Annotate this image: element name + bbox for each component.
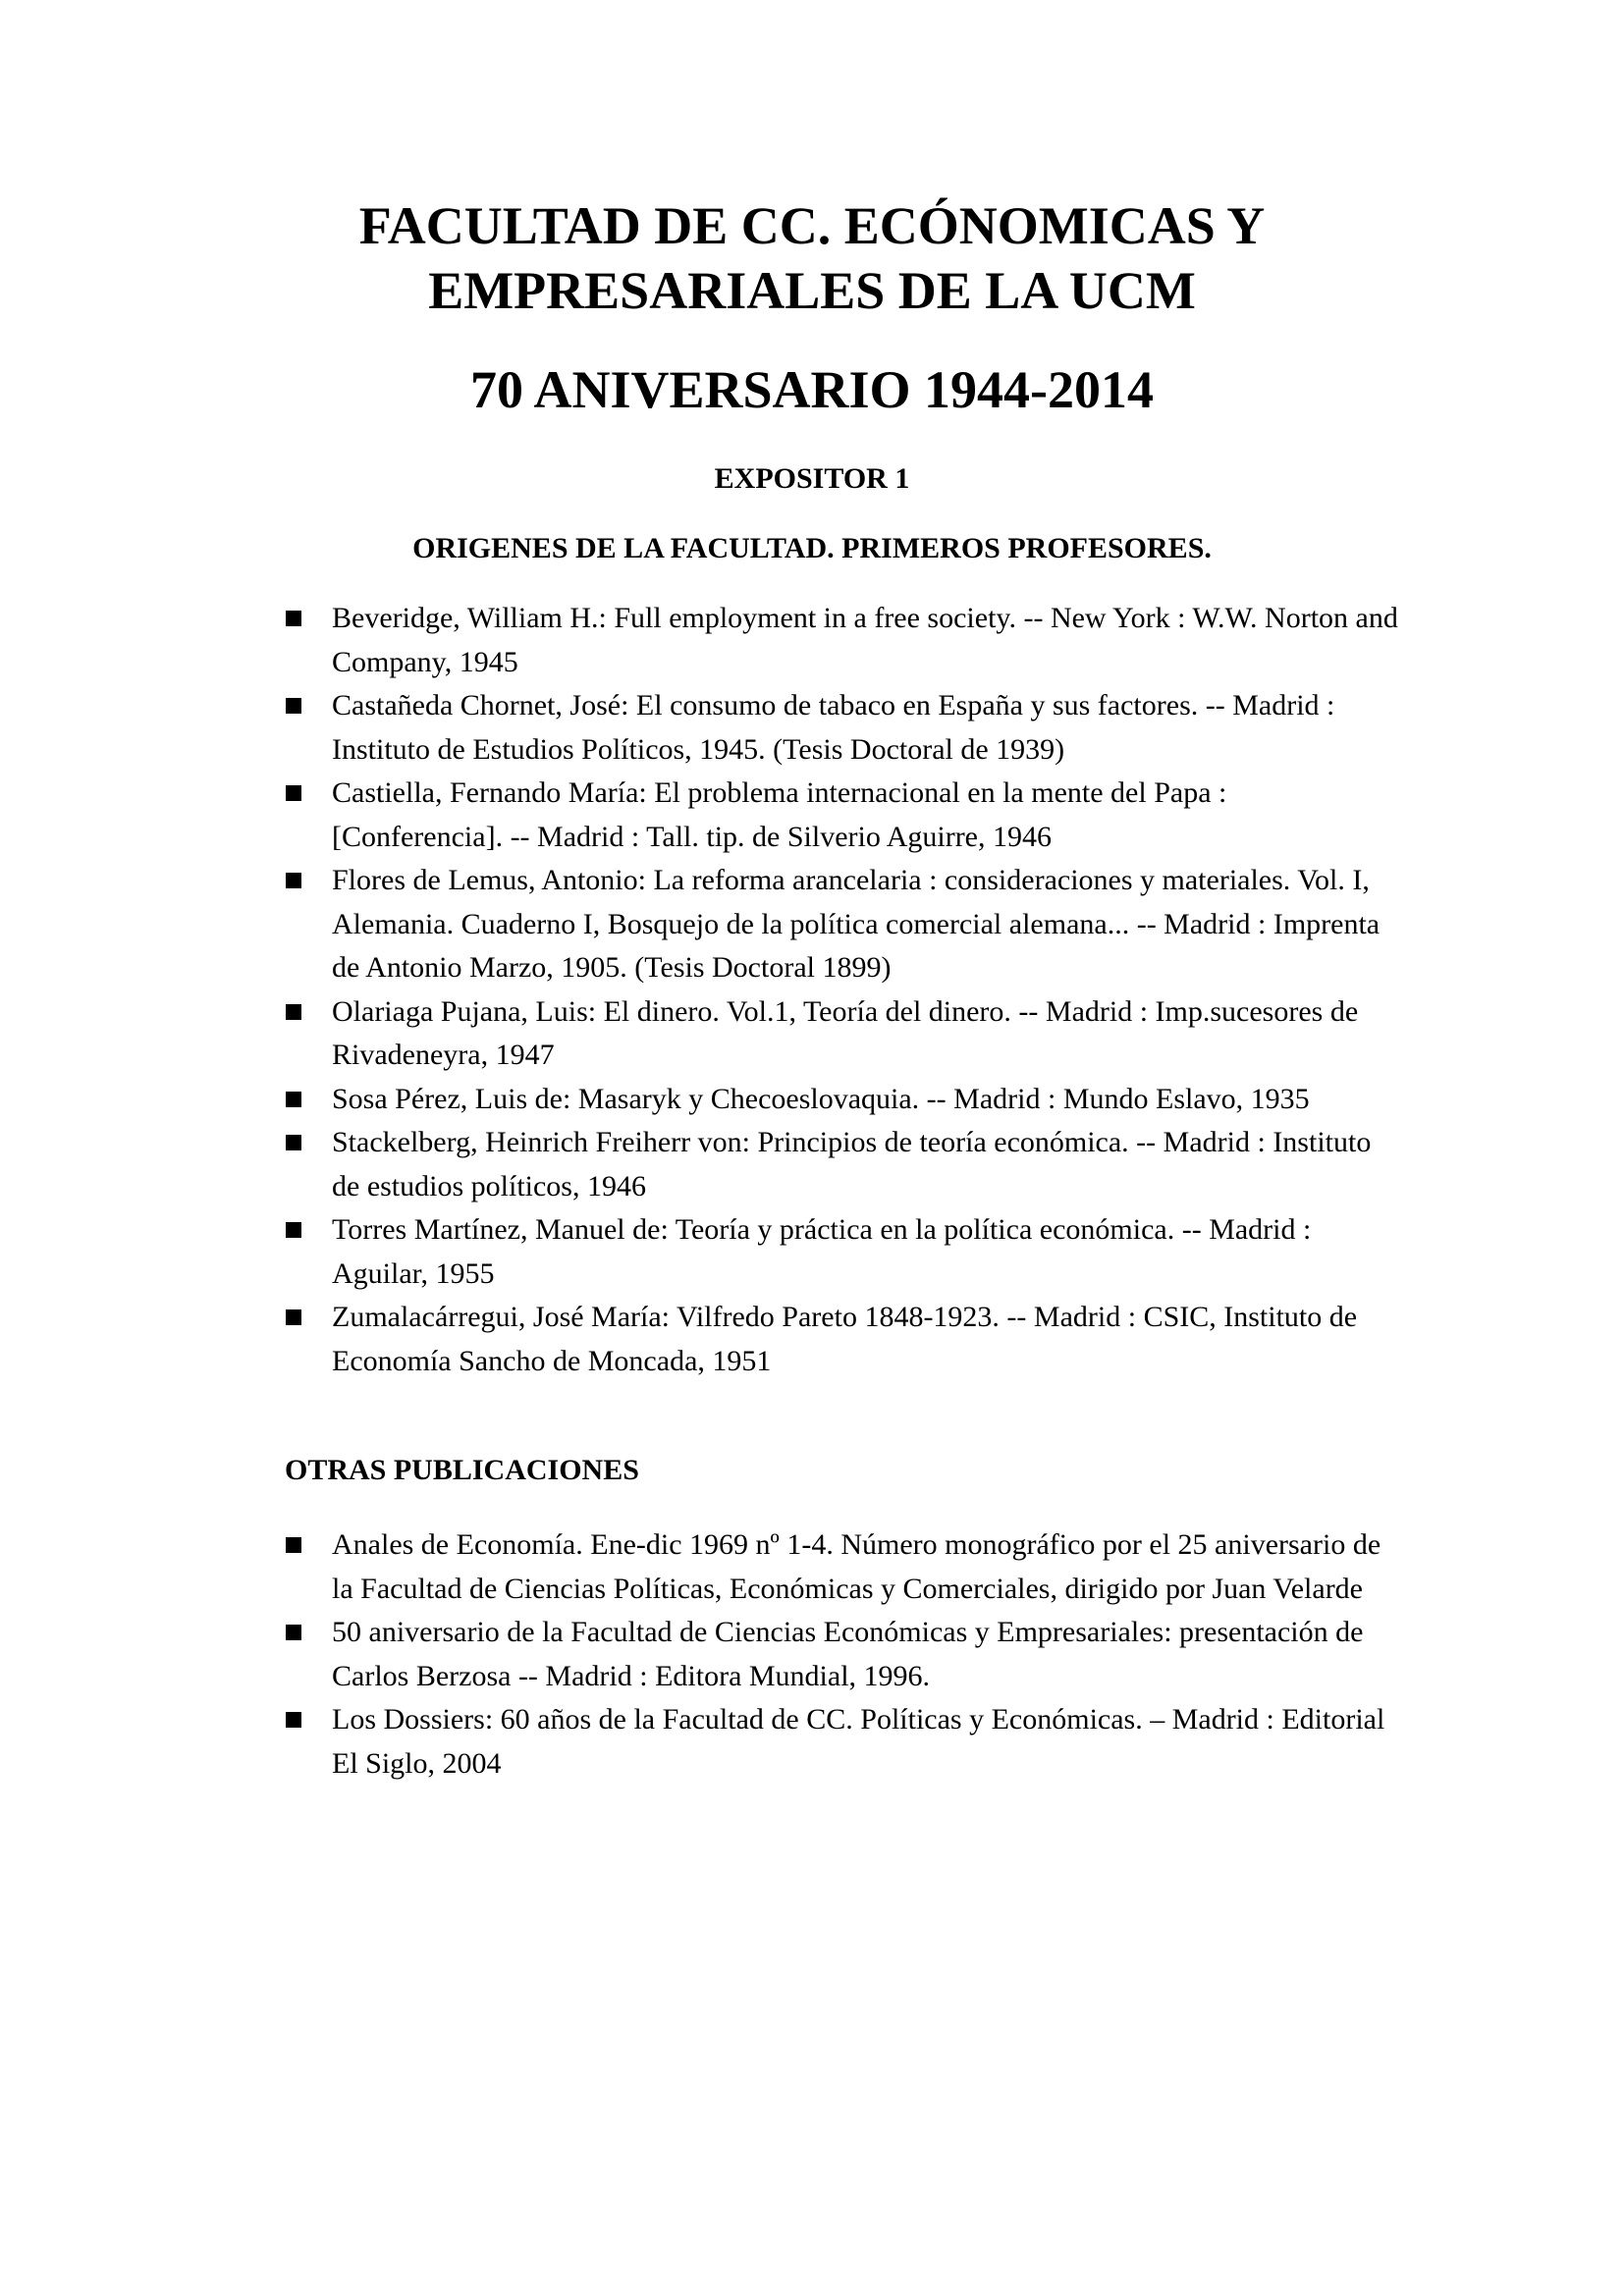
- list-item: [285, 1523, 1404, 1611]
- square-bullet-icon: [286, 698, 301, 714]
- list-item: [285, 1296, 1404, 1383]
- list-item: [285, 1611, 1404, 1698]
- bibliography-entry: Anales de Economía. Ene-dic 1969 nº 1-4. Número monográfico por el 25 aniversario de la Facultad de Ciencias Políticas, Económicas y Comerciales, dirigido por Juan Velarde: [332, 1528, 1381, 1605]
- bibliography-entry: Flores de Lemus, Antonio: La reforma arancelaria : consideraciones y materiales. Vol. I, Alemania. Cuaderno I, Bosquejo de la política comercial alemana... -- Madrid : Imprenta de Antonio Marzo, 1905. (Tesis Doctoral 1899): [332, 864, 1380, 984]
- bibliography-entry: Sosa Pérez, Luis de: Masaryk y Checoeslovaquia. -- Madrid : Mundo Eslavo, 1935: [332, 1082, 1310, 1115]
- bibliography-entry: Torres Martínez, Manuel de: Teoría y práctica en la política económica. -- Madrid : Aguilar, 1955: [332, 1213, 1312, 1290]
- section-heading-other-publications: OTRAS PUBLICACIONES: [285, 1454, 639, 1486]
- square-bullet-icon: [286, 1537, 301, 1553]
- document-title: FACULTAD DE CC. ECÓNOMICAS Y EMPRESARIALES DE LA UCM: [358, 196, 1266, 320]
- bibliography-entry: Olariaga Pujana, Luis: El dinero. Vol.1, Teoría del dinero. -- Madrid : Imp.sucesores de Rivadeneyra, 1947: [332, 994, 1359, 1071]
- list-item: [285, 1208, 1404, 1296]
- anniversary-subtitle: 70 ANIVERSARIO 1944-2014: [469, 360, 1155, 419]
- section-heading-origins: ORIGENES DE LA FACULTAD. PRIMEROS PROFESORES.: [412, 532, 1212, 564]
- bibliography-entry: Los Dossiers: 60 años de la Facultad de CC. Políticas y Económicas. – Madrid : Editorial El Siglo, 2004: [332, 1703, 1385, 1780]
- list-item: [285, 772, 1404, 859]
- square-bullet-icon: [286, 785, 301, 801]
- list-item: [285, 684, 1404, 772]
- square-bullet-icon: [286, 1004, 301, 1020]
- list-item: [285, 990, 1404, 1078]
- square-bullet-icon: [286, 611, 301, 626]
- square-bullet-icon: [286, 1309, 301, 1325]
- list-item: [285, 1078, 1404, 1122]
- bibliography-entry: Castiella, Fernando María: El problema internacional en la mente del Papa : [Conferencia]. -- Madrid : Tall. tip. de Silverio Aguirre, 1946: [332, 776, 1227, 853]
- square-bullet-icon: [286, 873, 301, 888]
- exhibit-label: EXPOSITOR 1: [714, 462, 910, 495]
- bibliography-entry: Zumalacárregui, José María: Vilfredo Pareto 1848-1923. -- Madrid : CSIC, Instituto de Economía Sancho de Moncada, 1951: [332, 1301, 1358, 1377]
- bibliography-entry: Beveridge, William H.: Full employment in a free society. -- New York : W.W. Norton and Company, 1945: [332, 602, 1398, 678]
- list-item: [285, 1698, 1404, 1786]
- square-bullet-icon: [286, 1712, 301, 1728]
- square-bullet-icon: [286, 1625, 301, 1640]
- bibliography-entry: Castañeda Chornet, José: El consumo de tabaco en España y sus factores. -- Madrid : Instituto de Estudios Políticos, 1945. (Tesis Doctoral de 1939): [332, 689, 1335, 766]
- list-item: [285, 1121, 1404, 1208]
- list-item: [285, 859, 1404, 990]
- list-item: [285, 597, 1404, 684]
- square-bullet-icon: [286, 1222, 301, 1238]
- bibliography-list-origins: [285, 597, 1404, 1383]
- bibliography-list-other: [285, 1523, 1404, 1786]
- square-bullet-icon: [286, 1092, 301, 1107]
- square-bullet-icon: [286, 1135, 301, 1150]
- bibliography-entry: Stackelberg, Heinrich Freiherr von: Principios de teoría económica. -- Madrid : Instituto de estudios políticos, 1946: [332, 1126, 1372, 1202]
- bibliography-entry: 50 aniversario de la Facultad de Ciencias Económicas y Empresariales: presentación de Carlos Berzosa -- Madrid : Editora Mundial, 1996.: [332, 1616, 1364, 1692]
